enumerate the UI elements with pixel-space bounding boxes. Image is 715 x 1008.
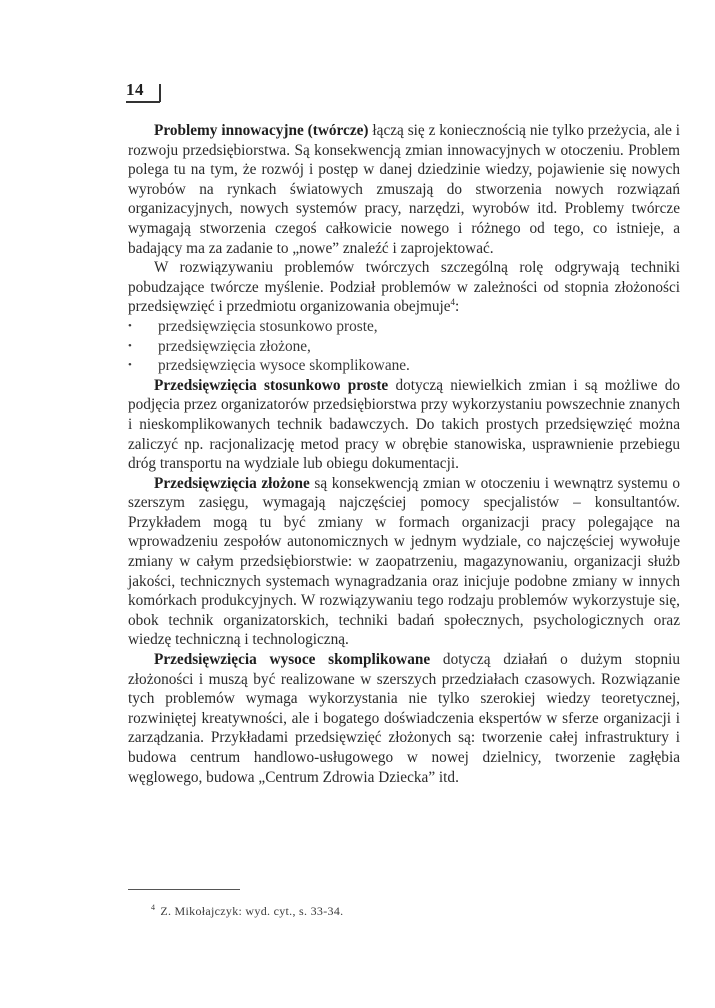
list-item: [128, 356, 680, 376]
paragraph-innovative-problems: [128, 121, 680, 258]
paragraph-5-text: dotyczą działań o dużym stopniu złożoności i muszą być realizowane w szerszych przedziałach czasowych. Rozwiązanie tych problemów wymaga wykorzystania nie tylko szerokiej wiedzy teoretycznej, rozwiniętej kreatywności, ale i bogatego doświadczenia ekspertów w sferze organizacji i zarządzania. Przykładami przedsięwzięć złożonych są: tworzenie całej infrastruktury i budowa centrum handlowo-usługowego w nowej dzielnicy, tworzenie zagłębia węglowego, budowa „Centrum Zdrowia Dziecka” itd.: [128, 651, 680, 786]
list-item: [128, 317, 680, 337]
list-item-text: przedsięwzięcia złożone,: [158, 337, 311, 355]
paragraph-2-suffix: :: [455, 298, 460, 316]
paragraph-4-text: są konsekwencją zmian w otoczeniu i wewnątrz systemu o szerszym zasięgu, wymagają najczęściej pomocy specjalistów – konsultantów. Przykładem mogą tu być zmiany w formach organizacji pracy polegające na wprowadzeniu zespołów autonomicznych w jednym wydziale, co najczęściej wywołuje zmiany w całym przedsiębiorstwie: w zaopatrzeniu, magazynowaniu, organizacji służb jakości, technicznych systemach wynagradzania oraz inicjuje podobne zmiany w innych komórkach produkcyjnych. W rozwiązywaniu tego rodzaju problemów wykorzystuje się, obok technik organizatorskich, techniki badań społecznych, psychologicznych oraz wiedzę techniczną i technologiczną.: [128, 474, 680, 649]
page-number-underline: [126, 101, 160, 103]
paragraph-complex-projects: [128, 474, 680, 650]
paragraph-highly-complex-projects: [128, 650, 680, 787]
bullet-icon: •: [128, 339, 132, 352]
list-item-text: przedsięwzięcia wysoce skomplikowane.: [158, 357, 410, 375]
body-text: [128, 121, 680, 787]
paragraph-3-text: dotyczą niewielkich zmian i są możliwe do podjęcia przez organizatorów przedsiębiorstwa przy wykorzystaniu powszechnie znanych i nieskomplikowanych technik badawczych. Do takich prostych przedsięwzięć można zaliczyć np. racjonalizację metod pracy w obrębie stanowiska, usprawnienie przebiegu dróg transportu na wydziale lub obiegu dokumentacji.: [128, 376, 680, 473]
page-number: 14: [126, 80, 144, 99]
term-highly-complex-projects: Przedsięwzięcia wysoce skomplikowane: [154, 651, 431, 669]
paragraph-1-text: łączą się z koniecznością nie tylko przeżycia, ale i rozwoju przedsiębiorstwa. Są konsekwencją zmian innowacyjnych w otoczeniu. Problem polega tu na tym, że rozwój i postęp w danej dziedzinie wiedzy, pojawienie się nowych wyrobów na rynkach światowych zmuszają do stworzenia nowych rozwiązań organizacyjnych, nowych systemów pracy, narzędzi, wyrobów itd. Problemy twórcze wymagają stworzenia czegoś całkowicie nowego i różnego od tego, co istnieje, a badający ma za zadanie to „nowe” znaleźć i zaprojektować.: [128, 122, 681, 257]
list-item: [128, 337, 680, 357]
term-simple-projects: Przedsięwzięcia stosunkowo proste: [154, 376, 389, 394]
footnote-marker: 4: [151, 903, 156, 912]
paragraph-creative-techniques: [128, 258, 680, 317]
footnote-text: Z. Mikołajczyk: wyd. cyt., s. 33-34.: [160, 904, 344, 918]
paragraph-2-text: W rozwiązywaniu problemów twórczych szczególną rolę odgrywają techniki pobudzające twórcze myślenie. Podział problemów w zależności od stopnia złożoności przedsięwzięć i przedmiotu organizowania obejmuje: [128, 259, 680, 316]
bullet-icon: •: [128, 319, 132, 332]
page-number-divider: [159, 84, 161, 102]
list-item-text: przedsięwzięcia stosunkowo proste,: [158, 317, 378, 335]
bullet-icon: •: [128, 359, 132, 372]
footnote: [151, 903, 343, 919]
term-complex-projects: Przedsięwzięcia złożone: [154, 474, 310, 492]
footnote-reference: 4: [450, 297, 456, 308]
complexity-list: [128, 317, 680, 376]
paragraph-simple-projects: [128, 376, 680, 474]
footnote-separator: [128, 889, 240, 890]
term-innovative-problems: Problemy innowacyjne (twórcze): [154, 122, 369, 139]
